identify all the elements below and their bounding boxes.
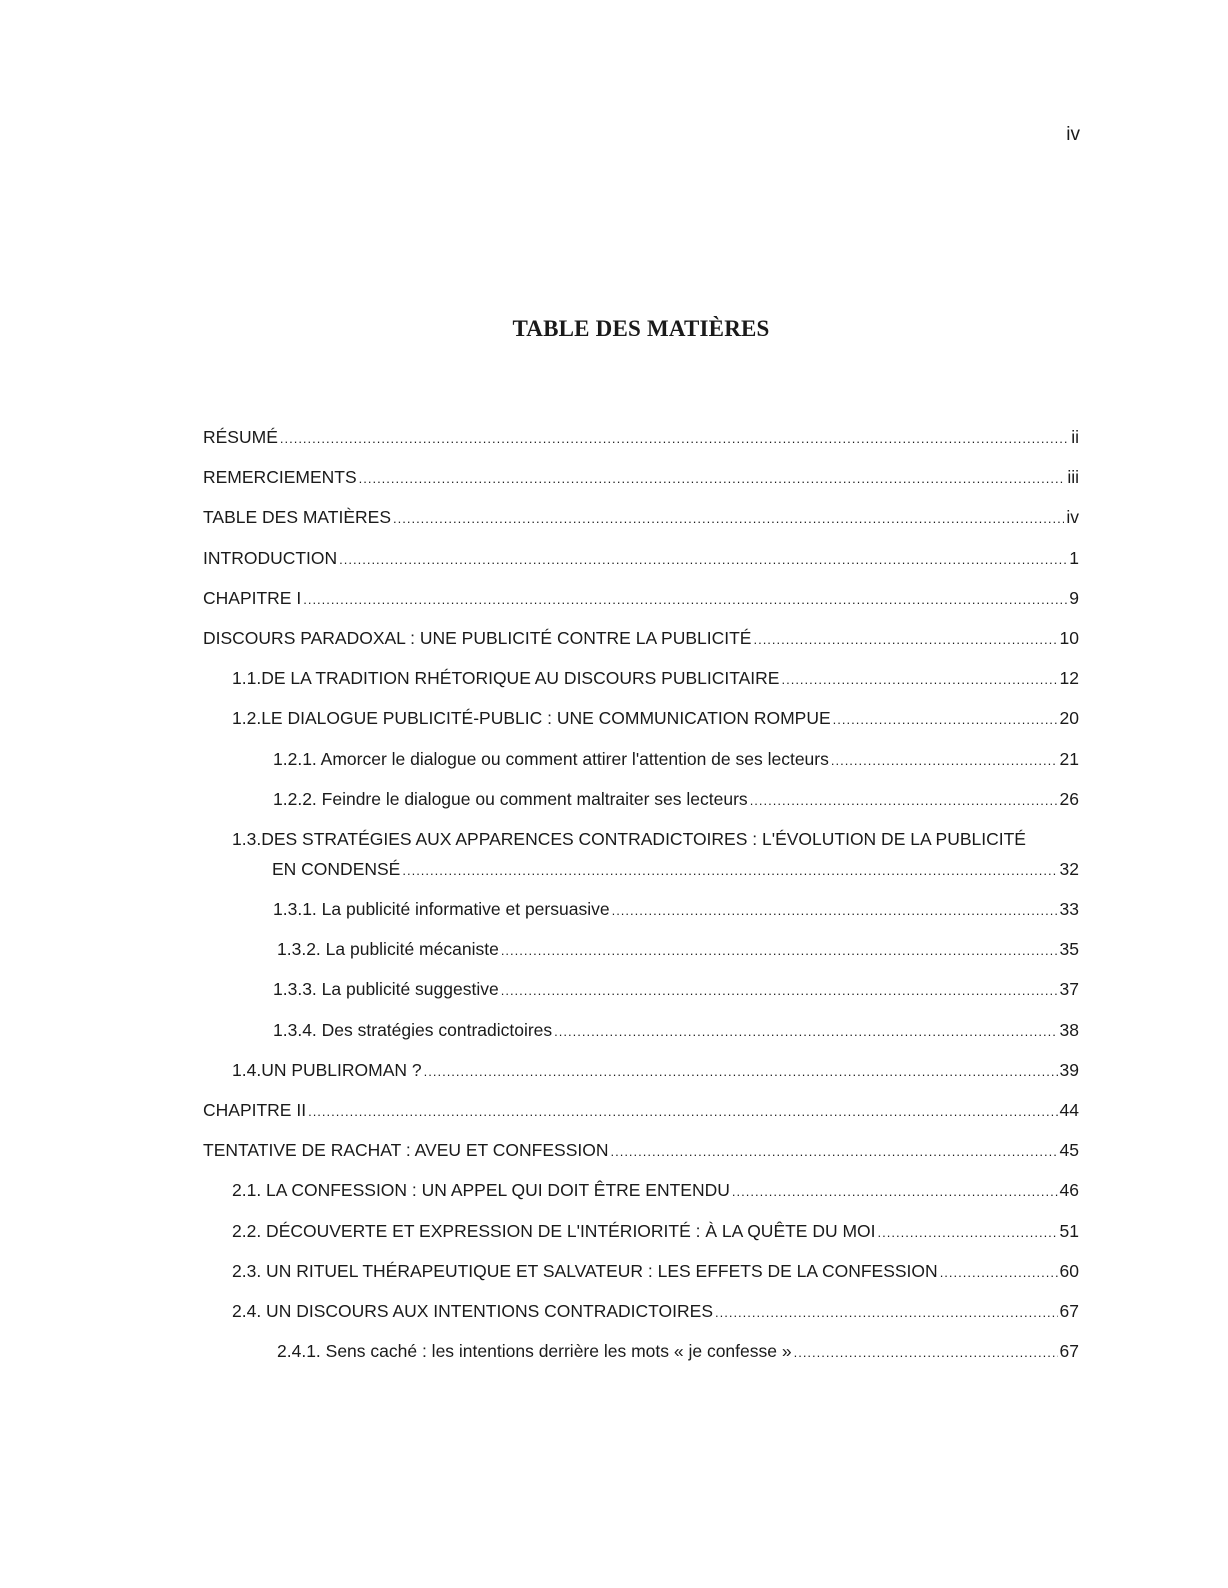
toc-entry-page: 9 xyxy=(1069,587,1079,608)
toc-entry-page: 38 xyxy=(1059,1019,1079,1040)
leader-dots xyxy=(554,1018,1057,1045)
toc-entry-page: 44 xyxy=(1059,1100,1079,1120)
toc-entry-1-4 xyxy=(203,1057,1079,1097)
toc-entry-label: DISCOURS PARADOXAL : UNE PUBLICITÉ CONTRE LA PUBLICITÉ xyxy=(203,627,752,648)
leader-dots xyxy=(612,897,1058,924)
toc-entry-2-1 xyxy=(203,1177,1079,1217)
toc-entry-page: 46 xyxy=(1059,1180,1079,1201)
toc-entry-label: REMERCIEMENTS xyxy=(203,467,357,488)
leader-dots xyxy=(339,546,1067,573)
leader-dots xyxy=(878,1219,1058,1246)
toc-entry-page: 10 xyxy=(1059,627,1079,648)
toc-entry-page: 21 xyxy=(1059,748,1079,769)
leader-dots xyxy=(940,1259,1058,1286)
toc-entry-page: 51 xyxy=(1059,1220,1079,1241)
toc-entry-remerciements xyxy=(203,464,1079,504)
toc-entry-label: 2.4.1. Sens caché : les intentions derrière les mots « je confesse » xyxy=(277,1341,792,1362)
leader-dots xyxy=(831,747,1058,774)
leader-dots xyxy=(750,787,1058,814)
toc-entry-label: 1.2.2. Feindre le dialogue ou comment maltraiter ses lecteurs xyxy=(273,788,748,809)
toc-entry-2-4-1 xyxy=(203,1338,1079,1378)
toc-entry-1-2 xyxy=(203,705,1079,745)
page-number: iv xyxy=(1066,124,1080,145)
toc-entry-label: 2.3. UN RITUEL THÉRAPEUTIQUE ET SALVATEUR : LES EFFETS DE LA CONFESSION xyxy=(232,1260,938,1281)
toc-entry-2-3 xyxy=(203,1258,1079,1298)
toc-entry-page: iv xyxy=(1066,507,1079,528)
toc-entry-1-2-1 xyxy=(203,746,1079,786)
leader-dots xyxy=(610,1138,1057,1165)
leader-dots xyxy=(715,1299,1058,1326)
toc-entry-label: 2.2. DÉCOUVERTE ET EXPRESSION DE L'INTÉRIORITÉ : À LA QUÊTE DU MOI xyxy=(232,1220,876,1241)
toc-entry-label: 1.3.4. Des stratégies contradictoires xyxy=(273,1019,553,1040)
toc-entry-label: 2.1. LA CONFESSION : UN APPEL QUI DOIT ÊTRE ENTENDU xyxy=(232,1180,730,1201)
toc-entry-label: CHAPITRE II xyxy=(203,1100,307,1120)
toc-title: TABLE DES MATIÈRES xyxy=(512,316,770,341)
toc-entry-page: 12 xyxy=(1059,668,1079,689)
leader-dots xyxy=(308,1098,1057,1125)
toc-entry-label: 1.4.UN PUBLIROMAN ? xyxy=(232,1059,422,1080)
leader-dots xyxy=(424,1058,1058,1085)
toc-entry-table-des-matieres xyxy=(203,504,1079,544)
toc-entry-discours-paradoxal xyxy=(203,625,1079,665)
leader-dots xyxy=(359,465,1066,492)
toc-entry-label: INTRODUCTION xyxy=(203,547,338,568)
leader-dots xyxy=(833,706,1058,733)
toc-entry-1-1 xyxy=(203,665,1079,705)
toc-entry-page: 67 xyxy=(1059,1300,1079,1321)
toc-entry-page: 20 xyxy=(1059,708,1079,729)
toc-entry-label: 1.3.1. La publicité informative et persuasive xyxy=(273,899,610,920)
toc-entry-page: 37 xyxy=(1059,979,1079,1000)
toc-entry-1-3-1 xyxy=(203,896,1079,936)
toc-entry-2-2 xyxy=(203,1218,1079,1258)
toc-entry-chapitre-2 xyxy=(203,1097,1079,1137)
leader-dots xyxy=(393,505,1064,532)
toc-entry-page: iii xyxy=(1067,467,1079,488)
toc-entry-page: 35 xyxy=(1059,939,1079,960)
toc-entry-1-3-3 xyxy=(203,976,1079,1016)
toc-entry-tentative-de-rachat xyxy=(203,1137,1079,1177)
toc-entry-label: TABLE DES MATIÈRES xyxy=(203,507,392,528)
toc-entry-1-3 xyxy=(203,826,1079,896)
toc-entry-page: 60 xyxy=(1059,1260,1079,1281)
toc-entry-page: ii xyxy=(1071,427,1079,447)
leader-dots xyxy=(781,666,1057,693)
toc-entry-label: CHAPITRE I xyxy=(203,587,302,608)
leader-dots xyxy=(794,1339,1058,1366)
toc-entry-1-2-2 xyxy=(203,786,1079,826)
leader-dots xyxy=(402,857,1057,884)
toc-entry-label: TENTATIVE DE RACHAT : AVEU ET CONFESSION xyxy=(203,1140,609,1161)
toc-entry-label: 1.1.DE LA TRADITION RHÉTORIQUE AU DISCOURS PUBLICITAIRE xyxy=(232,668,780,689)
toc-entry-label: RÉSUMÉ xyxy=(203,427,278,447)
toc-entry-label: 1.3.3. La publicité suggestive xyxy=(273,979,499,1000)
leader-dots xyxy=(753,626,1057,653)
toc-entry-introduction xyxy=(203,545,1079,585)
leader-dots xyxy=(732,1178,1058,1205)
toc-entry-2-4 xyxy=(203,1298,1079,1338)
toc-entry-label-continued: EN CONDENSÉ xyxy=(272,858,401,879)
leader-dots xyxy=(303,586,1067,613)
toc-entry-label: 1.2.1. Amorcer le dialogue ou comment attirer l'attention de ses lecteurs xyxy=(273,748,829,769)
leader-dots xyxy=(280,425,1069,452)
toc-entry-1-3-4 xyxy=(203,1017,1079,1057)
toc-entry-label: 1.3.DES STRATÉGIES AUX APPARENCES CONTRADICTOIRES : L'ÉVOLUTION DE LA PUBLICITÉ xyxy=(232,828,1026,849)
toc-entry-label: 1.2.LE DIALOGUE PUBLICITÉ-PUBLIC : UNE COMMUNICATION ROMPUE xyxy=(232,708,831,729)
toc-entry-page: 67 xyxy=(1059,1341,1079,1362)
toc-entry-page: 45 xyxy=(1059,1140,1079,1161)
toc-entry-label: 2.4. UN DISCOURS AUX INTENTIONS CONTRADICTOIRES xyxy=(232,1300,713,1321)
toc-entry-chapitre-1 xyxy=(203,585,1079,625)
toc-entry-page: 39 xyxy=(1059,1059,1079,1080)
leader-dots xyxy=(501,977,1058,1004)
toc-entry-1-3-2 xyxy=(203,936,1079,976)
toc-entry-page: 1 xyxy=(1069,547,1079,568)
toc-entry-page: 32 xyxy=(1059,858,1079,879)
toc-entry-page: 33 xyxy=(1059,899,1079,920)
toc-entry-page: 26 xyxy=(1059,788,1079,809)
toc-entry-label: 1.3.2. La publicité mécaniste xyxy=(277,939,499,960)
table-of-contents xyxy=(203,424,1079,1378)
toc-entry-resume xyxy=(203,424,1079,464)
leader-dots xyxy=(501,937,1058,964)
